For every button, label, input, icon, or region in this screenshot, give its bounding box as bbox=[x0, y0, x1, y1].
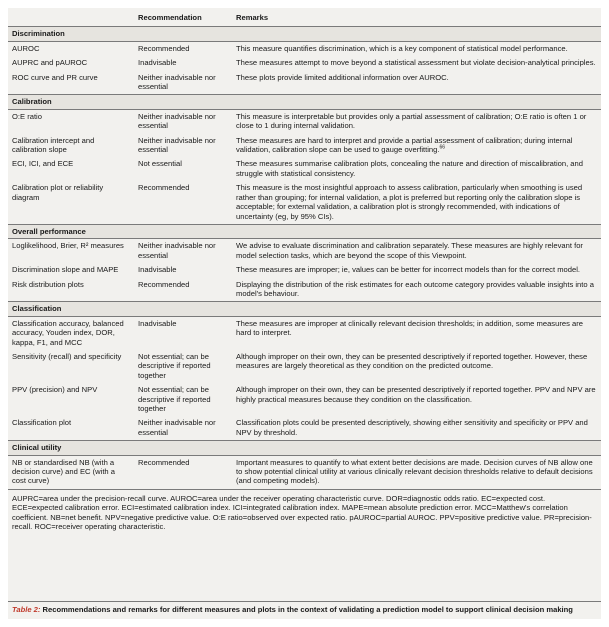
table-row bbox=[8, 350, 601, 383]
measure-cell: Risk distribution plots bbox=[12, 279, 84, 289]
recommendation-cell: Neither inadvisable nor essential bbox=[138, 135, 216, 155]
section-header-row bbox=[8, 27, 601, 41]
recommendation-cell: Neither inadvisable nor essential bbox=[138, 241, 216, 260]
section-title: Discrimination bbox=[8, 27, 601, 41]
table-body bbox=[8, 27, 601, 489]
remarks-cell: This measure is interpretable but provides only a partial assessment of calibration; O:E ratio is often 1 or close to 1 during internal validation. bbox=[236, 111, 587, 131]
recommendation-cell: Recommended bbox=[138, 43, 190, 53]
measure-cell: PPV (precision) and NPV bbox=[12, 385, 98, 395]
remarks-cell: These measures are improper; ie, values can be better for incorrect models than for the correct model. bbox=[236, 265, 580, 275]
remarks-cell: Although improper on their own, they can be presented descriptively if reported together. However, these measures are largely theoretical as they condition on the predicted outcome. bbox=[236, 351, 588, 371]
section-header-row bbox=[8, 224, 601, 238]
recommendation-cell: Recommended bbox=[138, 279, 190, 289]
measure-cell: Discrimination slope and MAPE bbox=[12, 265, 119, 275]
table-caption bbox=[8, 601, 601, 619]
measure-cell: AUROC bbox=[12, 43, 40, 53]
remarks-cell: Displaying the distribution of the risk estimates for each outcome category provides valuable insights into a model's behaviour. bbox=[236, 279, 594, 298]
remarks-cell: These measures attempt to move beyond a statistical assessment but violate decision-analytical principles. bbox=[236, 58, 596, 68]
table-row bbox=[8, 181, 601, 224]
reference-superscript: 66 bbox=[439, 144, 446, 151]
measure-cell: Loglikelihood, Brier, R² measures bbox=[12, 241, 124, 251]
recommendation-cell: Inadvisable bbox=[138, 318, 177, 328]
table-row bbox=[8, 416, 601, 440]
remarks-text: These measures are hard to interpret and provide a partial assessment of calibration; during internal validation, calibration slope can be used to gauge overfitting. bbox=[236, 135, 573, 155]
recommendation-cell: Neither inadvisable nor essential bbox=[138, 72, 216, 92]
recommendation-cell: Neither inadvisable nor essential bbox=[138, 111, 216, 131]
measure-cell: Classification plot bbox=[12, 418, 72, 428]
recommendation-cell: Inadvisable bbox=[138, 58, 177, 68]
section-title: Classification bbox=[8, 302, 601, 316]
remarks-cell: Classification plots could be presented descriptively, showing either sensitivity and specificity or PPV and NPV by threshold. bbox=[236, 418, 588, 437]
measure-cell: ROC curve and PR curve bbox=[12, 72, 98, 82]
table-row bbox=[8, 41, 601, 56]
remarks-cell: These plots provide limited additional information over AUROC. bbox=[236, 72, 449, 82]
table-row bbox=[8, 56, 601, 70]
caption-label: Table 2: bbox=[12, 604, 41, 614]
section-header-row bbox=[8, 302, 601, 316]
table-row bbox=[8, 157, 601, 181]
remarks-cell: These measures are improper at clinically relevant decision thresholds; in addition, some measures are hard to interpret. bbox=[236, 318, 583, 338]
remarks-cell: We advise to evaluate discrimination and calibration separately. These measures are highly relevant for model selection tasks, which are beyond the scope of this Viewpoint. bbox=[236, 241, 583, 260]
table-header-row bbox=[8, 8, 601, 27]
header-remarks: Remarks bbox=[232, 8, 601, 27]
measure-cell: Calibration plot or reliability diagram bbox=[12, 183, 104, 202]
table-row bbox=[8, 278, 601, 302]
measure-cell: NB or standardised NB (with a decision curve) and EC (with a cost curve) bbox=[12, 457, 115, 486]
remarks-cell: This measure quantifies discrimination, which is a key component of statistical model performance. bbox=[236, 43, 568, 53]
table-page bbox=[8, 8, 601, 619]
header-measure bbox=[8, 8, 134, 27]
section-header-row bbox=[8, 95, 601, 109]
table-row bbox=[8, 316, 601, 350]
measure-cell: ECI, ICI, and ECE bbox=[12, 159, 74, 169]
table-row bbox=[8, 263, 601, 277]
remarks-cell: This measure is the most insightful approach to assess calibration, particularly when smoothing is used rather than grouping; for internal validation, a plot is preferred but reporting only the calibration slope is acceptable; for external validation, a calibration plot is strongly recommended, with indications of uncertainty (eg, by 95% CIs). bbox=[236, 183, 583, 221]
recommendation-cell: Recommended bbox=[138, 457, 190, 467]
measure-cell: Sensitivity (recall) and specificity bbox=[12, 351, 122, 361]
measure-cell: Classification accuracy, balanced accuracy, Youden index, DOR, kappa, F1, and MCC bbox=[12, 318, 124, 347]
recommendation-cell: Not essential bbox=[138, 159, 182, 169]
recommendation-cell: Recommended bbox=[138, 183, 190, 193]
table-row bbox=[8, 383, 601, 416]
section-title: Calibration bbox=[8, 95, 601, 109]
header-recommendation: Recommendation bbox=[134, 8, 232, 27]
section-header-row bbox=[8, 441, 601, 455]
measure-cell: AUPRC and pAUROC bbox=[12, 58, 88, 68]
table-row bbox=[8, 109, 601, 133]
recommendation-cell: Neither inadvisable nor essential bbox=[138, 418, 216, 437]
section-title: Overall performance bbox=[8, 224, 601, 238]
table-footnote: AUPRC=area under the precision-recall curve. AUROC=area under the receiver operating characteristic curve. DOR=diagnostic odds ratio. EC=expected cost. ECE=expected calibration error. ECI=estimated calibration index. ICI=integrated calibration index. MAPE=mean absolute prediction error. MCC=Matthew's correlation coefficient. NB=net benefit. NPV=negative predictive value. O:E ratio=observed over expected ratio. pAUROC=partial AUROC. PPV=positive predictive value. PR=precision-recall. ROC=receiver operating characteristic. bbox=[8, 489, 601, 554]
recommendation-cell: Not essential; can be descriptive if reported together bbox=[138, 351, 211, 380]
table-row bbox=[8, 239, 601, 263]
recommendation-cell: Not essential; can be descriptive if reported together bbox=[138, 385, 211, 413]
table-row bbox=[8, 71, 601, 95]
measure-cell: O:E ratio bbox=[12, 111, 42, 121]
remarks-cell: Important measures to quantify to what extent better decisions are made. Decision curves of NB allow one to show potential clinical utility at various clinically relevant decision thresholds relative to default decisions (and competing models). bbox=[236, 457, 593, 486]
remarks-cell: Although improper on their own, they can be presented descriptively if reported together. PPV and NPV are highly practical measures because they condition on the classification. bbox=[236, 385, 596, 404]
table-row bbox=[8, 134, 601, 158]
remarks-cell bbox=[232, 134, 601, 158]
caption-text: Recommendations and remarks for different measures and plots in the context of validating a prediction model to support clinical decision making bbox=[40, 604, 573, 614]
table-row bbox=[8, 455, 601, 489]
measure-cell: Calibration intercept and calibration slope bbox=[12, 135, 95, 155]
section-title: Clinical utility bbox=[8, 441, 601, 455]
recommendation-cell: Inadvisable bbox=[138, 265, 177, 275]
recommendations-table bbox=[8, 8, 601, 489]
remarks-cell: These measures summarise calibration plots, concealing the nature and direction of miscalibration, and struggle with statistical consistency. bbox=[236, 159, 583, 178]
